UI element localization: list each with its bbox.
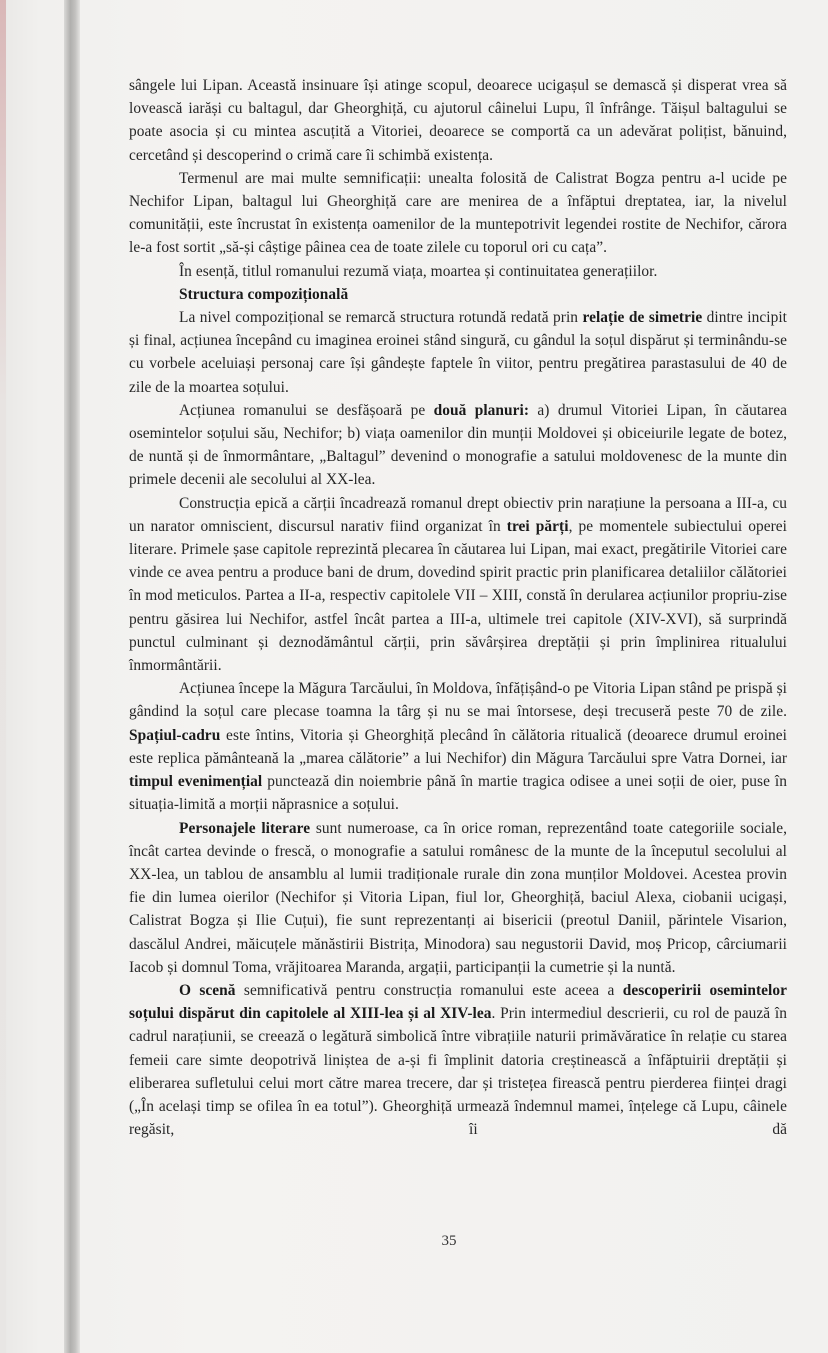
bold-text: timpul evenimențial <box>129 773 263 791</box>
bold-text: trei părți <box>506 517 569 535</box>
text-run: este întins, Vitoria și Gheorghiță plecând în călătoria ritualică (deoarece drumul eroinei este replica pământeană la „marea călătorie” a lui Nechifor) din Măgura Tarcăului spre Vatra Dornei, iar <box>129 726 787 767</box>
paragraph <box>129 492 787 678</box>
bold-text: relație de simetrie <box>582 309 703 327</box>
text-run: sunt numeroase, ca în orice roman, reprezentând toate categoriile sociale, încât cartea devinde o frescă, o monografie a satului românesc de la munte de la începutul secolului al XX-lea, un tablou de ansamblu al lumii tradiționale rurale din zona munților Moldovei. Acestea provin fie din lumea oierilor (Nechifor și Vitoria Lipan, fiul lor, Gheorghiță, baciul Alexa, ciobanii ucigași, Calistrat Bogza și Ilie Cuțui), fie sunt reprezentanți ai bisericii (preotul Daniil, părintele Visarion, dascălul Andrei, măicuțele mănăstirii Bistrița, Minodora) sau negustorii David, moș Pricop, cârciumarii Iacob și domnul Toma, vrăjitoarea Maranda, argații, participanții la cumetrie și la nuntă. <box>129 819 787 976</box>
paragraph <box>129 399 787 492</box>
text-run: dintre incipit și final, acțiunea începând cu imaginea eroinei stând singură, cu gândul la soțul dispărut și terminându-se cu vorbele aceluiași personaj care își gândește faptele în viitor, pentru pregătirea parastasului de 40 de zile de la moartea soțului. <box>129 309 787 396</box>
paragraph <box>129 979 787 1141</box>
text-run: semnificativă pentru construcția romanului este aceea a <box>235 981 623 999</box>
page-body-text <box>129 74 787 1141</box>
text-run: . Prin intermediul descrierii, cu rol de pauză în cadrul narațiunii, se creează o legătură simbolică între vibrațiile naturii primăvăratice în relație cu starea femeii care simte deopotrivă liniștea de a-și fi împlinit datoria creștinească a înfăptuirii dreptății și eliberarea sufletului celui mort către marea trecere, dar și tristețea firească pentru pierderea ființei dragi („În același timp se ofilea în ea totul”). Gheorghiță urmează îndemnul mamei, înțelege că Lupu, câinele regăsit, îi dă <box>129 1005 787 1139</box>
bold-text: Personajele literare <box>179 819 311 837</box>
text-run: , pe momentele subiectului operei literare. Primele șase capitole reprezintă plecarea în căutarea lui Lipan, mai exact, pregătirile Vitoriei care vinde ce avea pentru a produce bani de drum, dovedind spirit practic prin planificarea detaliilor călătoriei în mod meticulos. Partea a II-a, respectiv capitolele VII – XIII, constă în derularea acțiunilor propriu-zise pentru găsirea lui Nechifor, astfel încât partea a III-a, ultimele trei capitole (XIV-XVI), să surprindă punctul culminant și deznodământul cărții, prin săvârșirea dreptății și prin împlinirea ritualului înmormântării. <box>129 517 787 675</box>
paragraph <box>129 817 787 979</box>
text-run: Acțiunea romanului se desfășoară pe <box>179 401 434 419</box>
bold-text: descoperirii osemintelor soțului dispărut din capitolele al XIII-lea și al XIV-lea <box>129 981 788 1023</box>
paragraph <box>129 260 787 283</box>
book-spine-shadow <box>64 0 80 1353</box>
text-run: Construcția epică a cărții încadrează romanul drept obiectiv prin narațiune la persoana a III-a, cu un narator omniscient, discursul narativ fiind organizat în <box>129 494 787 535</box>
bold-text: Spațiul-cadru <box>129 726 221 744</box>
page-edge <box>0 0 6 1353</box>
text-run: sângele lui Lipan. Această insinuare își atinge scopul, deoarece ucigașul se demască și disperat vrea să lovească iarăși cu baltagul, dar Gheorghiță, cu ajutorul câinelui Lupu, îl înfrânge. Tăișul baltagului se poate asocia și cu mintea ascuțită a Vitoriei, deoarece se comportă ca un adevărat polițist, bănuind, cercetând și descoperind o crimă care îi schimbă existența. <box>129 77 787 164</box>
text-run: a) drumul Vitoriei Lipan, în căutarea osemintelor soțului său, Nechifor; b) viața oamenilor din munții Moldovei și obiceiurile legate de botez, de nuntă și de înmormântare, „Baltagul” devenind o monografie a satului moldovenesc de la munte din primele decenii ale secolului al XX-lea. <box>129 401 787 489</box>
text-run: În esență, titlul romanului rezumă viața, moartea și continuitatea generațiilor. <box>179 262 658 280</box>
bold-text: Structura compozițională <box>179 285 349 303</box>
text-run: Termenul are mai multe semnificații: unealta folosită de Calistrat Bogza pentru a-l ucide pe Nechifor Lipan, baltagul lui Gheorghiță care are menirea de a înfăptui dreptatea, iar, la nivelul comunității, este încrustat în existența oamenilor de la muntepotrivit legendei rostite de Nechifor, cărora le-a fost sortit „să-și câștige pâinea cea de toate zilele cu toporul ori cu cața”. <box>129 169 787 257</box>
bold-text: două planuri: <box>433 401 529 419</box>
paragraph <box>129 677 787 816</box>
section-heading <box>129 283 787 306</box>
text-run: La nivel compozițional se remarcă structura rotundă redată prin <box>179 309 583 327</box>
page-number: 35 <box>441 1233 457 1249</box>
paragraph <box>129 167 787 260</box>
bold-text: O scenă <box>179 981 236 999</box>
text-run: punctează din noiembrie până în martie tragica odisee a unei soții de oier, puse în situația-limită a morții năprasnice a soțului. <box>129 773 787 814</box>
paragraph <box>129 74 787 167</box>
paragraph <box>129 306 787 399</box>
text-run: Acțiunea începe la Măgura Tarcăului, în Moldova, înfățișând-o pe Vitoria Lipan stând pe prispă și gândind la soțul care plecase toamna la târg și nu se mai întorsese, deși trecuseră peste 70 de zile. <box>129 680 787 721</box>
